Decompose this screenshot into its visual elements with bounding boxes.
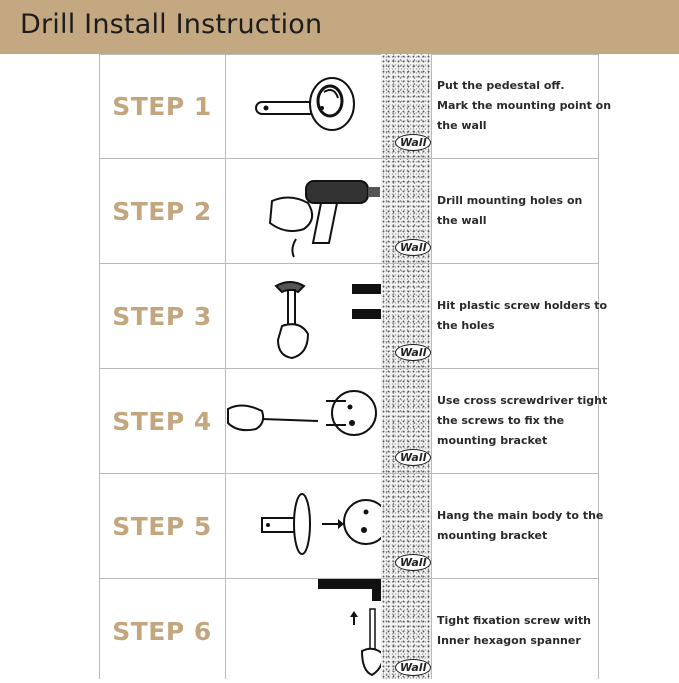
wall-edge bbox=[431, 579, 432, 679]
step-2-illustration bbox=[226, 159, 381, 263]
step-4-illustration bbox=[226, 369, 381, 473]
description-line: mounting bracket bbox=[437, 529, 548, 542]
hang-body-icon bbox=[226, 474, 381, 578]
step-3-illustration bbox=[226, 264, 381, 368]
screwdriver-icon bbox=[226, 369, 381, 473]
page-title: Drill Install Instruction bbox=[20, 9, 323, 40]
header-banner bbox=[0, 0, 679, 54]
hex-spanner-icon bbox=[226, 579, 381, 679]
description-line: Use cross screwdriver tight bbox=[437, 394, 608, 407]
step-6-illustration bbox=[226, 579, 381, 683]
step-label: STEP 4 bbox=[112, 406, 212, 436]
step-label: STEP 1 bbox=[112, 91, 212, 121]
wall-label: Wall bbox=[395, 554, 431, 571]
step-label: STEP 2 bbox=[112, 196, 212, 226]
wall-edge bbox=[431, 159, 432, 263]
step-label: STEP 5 bbox=[112, 511, 212, 541]
wall-label: Wall bbox=[395, 239, 431, 256]
pedestal-removal-icon bbox=[226, 54, 381, 158]
step-1-illustration bbox=[226, 54, 381, 158]
step-row-1 bbox=[99, 54, 612, 159]
description-line: Inner hexagon spanner bbox=[437, 634, 581, 647]
hammer-icon bbox=[226, 264, 381, 368]
description-line: Mark the mounting point on bbox=[437, 99, 612, 112]
description-line: the screws to fix the bbox=[437, 414, 565, 427]
instruction-table bbox=[99, 54, 612, 679]
step-5-illustration bbox=[226, 474, 381, 578]
step-row-4 bbox=[99, 369, 608, 474]
wall-edge bbox=[431, 264, 432, 368]
step-row-2 bbox=[99, 159, 599, 264]
step-label: STEP 3 bbox=[112, 301, 212, 331]
step-description bbox=[437, 159, 597, 263]
step-description bbox=[437, 54, 612, 158]
step-row-5 bbox=[99, 474, 604, 579]
wall-edge bbox=[431, 474, 432, 578]
description-line: Hit plastic screw holders to bbox=[437, 299, 608, 312]
step-description bbox=[437, 579, 597, 683]
wall-label: Wall bbox=[395, 344, 431, 361]
step-label: STEP 6 bbox=[112, 616, 212, 646]
wall-edge bbox=[431, 369, 432, 473]
description-line: Tight fixation screw with bbox=[437, 614, 591, 627]
wall-edge bbox=[431, 54, 432, 158]
description-line: Drill mounting holes on bbox=[437, 194, 583, 207]
power-drill-icon bbox=[226, 159, 381, 263]
wall-label: Wall bbox=[395, 449, 431, 466]
step-row-6 bbox=[99, 579, 599, 679]
step-description bbox=[437, 474, 604, 578]
description-line: Put the pedestal off. bbox=[437, 79, 565, 92]
step-row-3 bbox=[99, 264, 608, 369]
wall-label: Wall bbox=[395, 659, 431, 676]
description-line: mounting bracket bbox=[437, 434, 548, 447]
step-description bbox=[437, 264, 608, 368]
description-line: the holes bbox=[437, 319, 495, 332]
description-line: the wall bbox=[437, 119, 487, 132]
description-line: Hang the main body to the bbox=[437, 509, 604, 522]
description-line: the wall bbox=[437, 214, 487, 227]
step-description bbox=[437, 369, 608, 473]
wall-label: Wall bbox=[395, 134, 431, 151]
